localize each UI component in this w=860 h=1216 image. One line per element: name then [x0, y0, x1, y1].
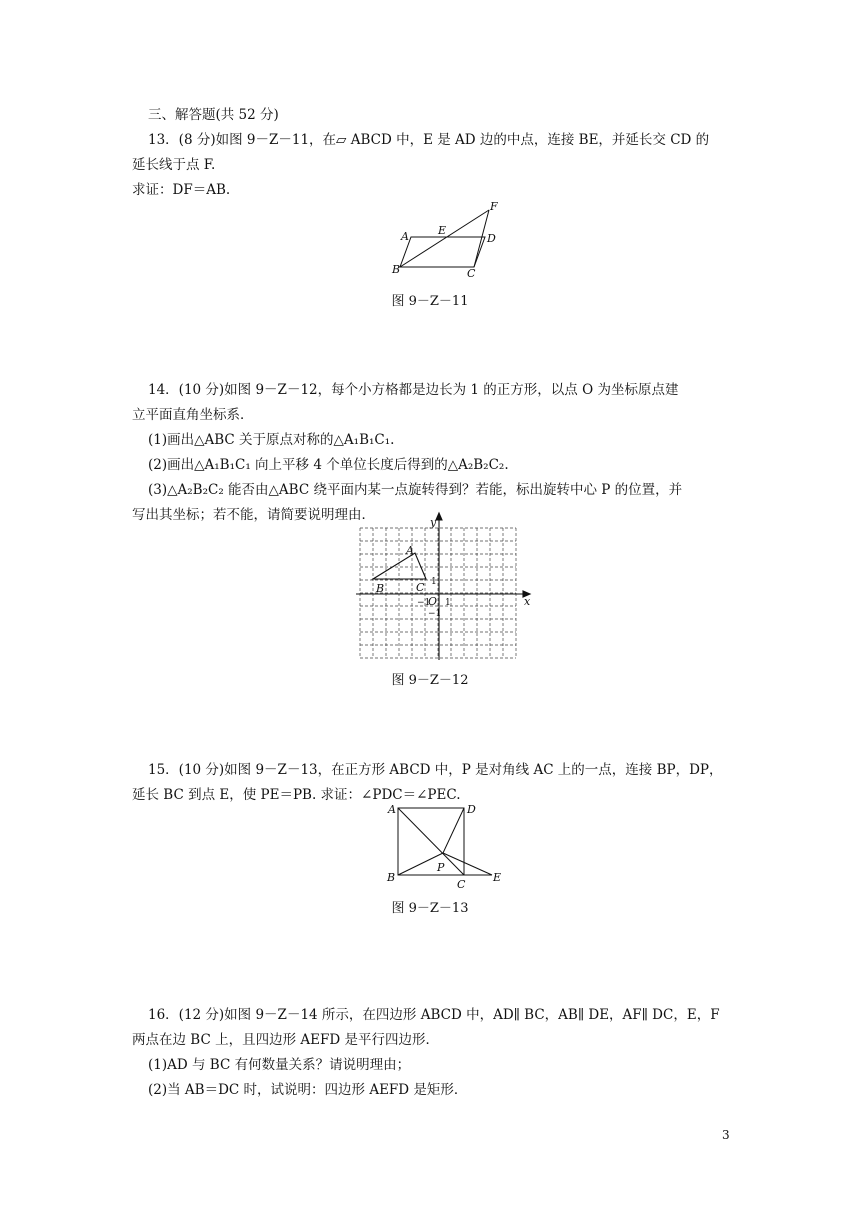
label-x: x: [524, 595, 531, 608]
q15-caption: 图 9－Z－13: [391, 901, 469, 916]
q15-line2: 延长 BC 到点 E，使 PE＝PB. 求证：∠PDC＝∠PEC.: [132, 787, 461, 803]
label-o: O: [428, 595, 438, 608]
q14-caption: 图 9－Z－12: [391, 673, 469, 688]
label-f: F: [490, 200, 498, 213]
figure-9-z-11: [380, 198, 510, 280]
q16-line2: 两点在边 BC 上，且四边形 AEFD 是平行四边形．: [132, 1032, 439, 1048]
q14-line4: (2)画出△A₁B₁C₁ 向上平移 4 个单位长度后得到的△A₂B₂C₂.: [148, 457, 509, 473]
label-c: C: [416, 581, 425, 594]
label-d: D: [487, 232, 496, 245]
q13-caption: 图 9－Z－11: [391, 294, 469, 309]
label-neg1-y: −1: [428, 609, 442, 619]
q16-line3: (1)AD 与 BC 有何数量关系？请说明理由；: [148, 1057, 411, 1073]
figure-9-z-12: [350, 510, 540, 665]
label-a: A: [388, 803, 396, 816]
q14-line3: (1)画出△ABC 关于原点对称的△A₁B₁C₁.: [148, 432, 395, 448]
parallelogram-abcd: [400, 237, 485, 267]
label-b: B: [387, 871, 396, 884]
figure-9-z-13: [380, 798, 510, 890]
q16-line4: (2)当 AB＝DC 时，试说明：四边形 AEFD 是矩形．: [148, 1082, 468, 1098]
q14-line1: 14．(10 分)如图 9－Z－12，每个小方格都是边长为 1 的正方形，以点 O 为坐标原点建: [148, 382, 679, 398]
q14-line2: 立平面直角坐标系．: [132, 407, 254, 423]
page-number: 3: [722, 1128, 730, 1142]
label-a: A: [406, 544, 414, 557]
q15-line1: 15．(10 分)如图 9－Z－13，在正方形 ABCD 中，P 是对角线 AC 上的一点，连接 BP，DP，: [148, 762, 723, 778]
label-neg1-x: −1: [417, 598, 431, 608]
label-b: B: [392, 263, 401, 276]
label-c: C: [457, 878, 466, 890]
q14-line6: 写出其坐标；若不能，请简要说明理由．: [132, 507, 375, 523]
q16-line1: 16．(12 分)如图 9－Z－14 所示，在四边形 ABCD 中，AD∥ BC，AB∥ DE，AF∥ DC，E，F: [148, 1007, 720, 1023]
label-a: A: [401, 230, 409, 243]
label-d: D: [467, 803, 476, 816]
q13-line3: 求证：DF＝AB.: [132, 182, 231, 198]
line-bf: [400, 210, 489, 267]
label-c: C: [467, 267, 476, 280]
label-e: E: [493, 871, 502, 884]
section-title: 三、解答题(共 52 分): [148, 107, 279, 123]
label-b: B: [376, 582, 385, 595]
q13-line1: 13．(8 分)如图 9－Z－11，在▱ ABCD 中，E 是 AD 边的中点，连接 BE，并延长交 CD 的: [148, 132, 710, 148]
label-one-y: 1: [431, 577, 437, 587]
y-axis-arrow: [436, 513, 442, 520]
label-y: y: [430, 516, 437, 529]
line-pe: [443, 853, 492, 875]
label-p: P: [437, 861, 445, 874]
line-dp: [443, 808, 464, 853]
q13-line2: 延长线于点 F.: [132, 157, 216, 173]
q14-line5: (3)△A₂B₂C₂ 能否由△ABC 绕平面内某一点旋转得到？若能，标出旋转中心 P 的位置，并: [148, 482, 683, 498]
triangle-abc: [373, 553, 426, 579]
diagonal-ac: [398, 808, 464, 875]
label-one-x: 1: [445, 598, 451, 608]
label-e: E: [438, 224, 447, 237]
